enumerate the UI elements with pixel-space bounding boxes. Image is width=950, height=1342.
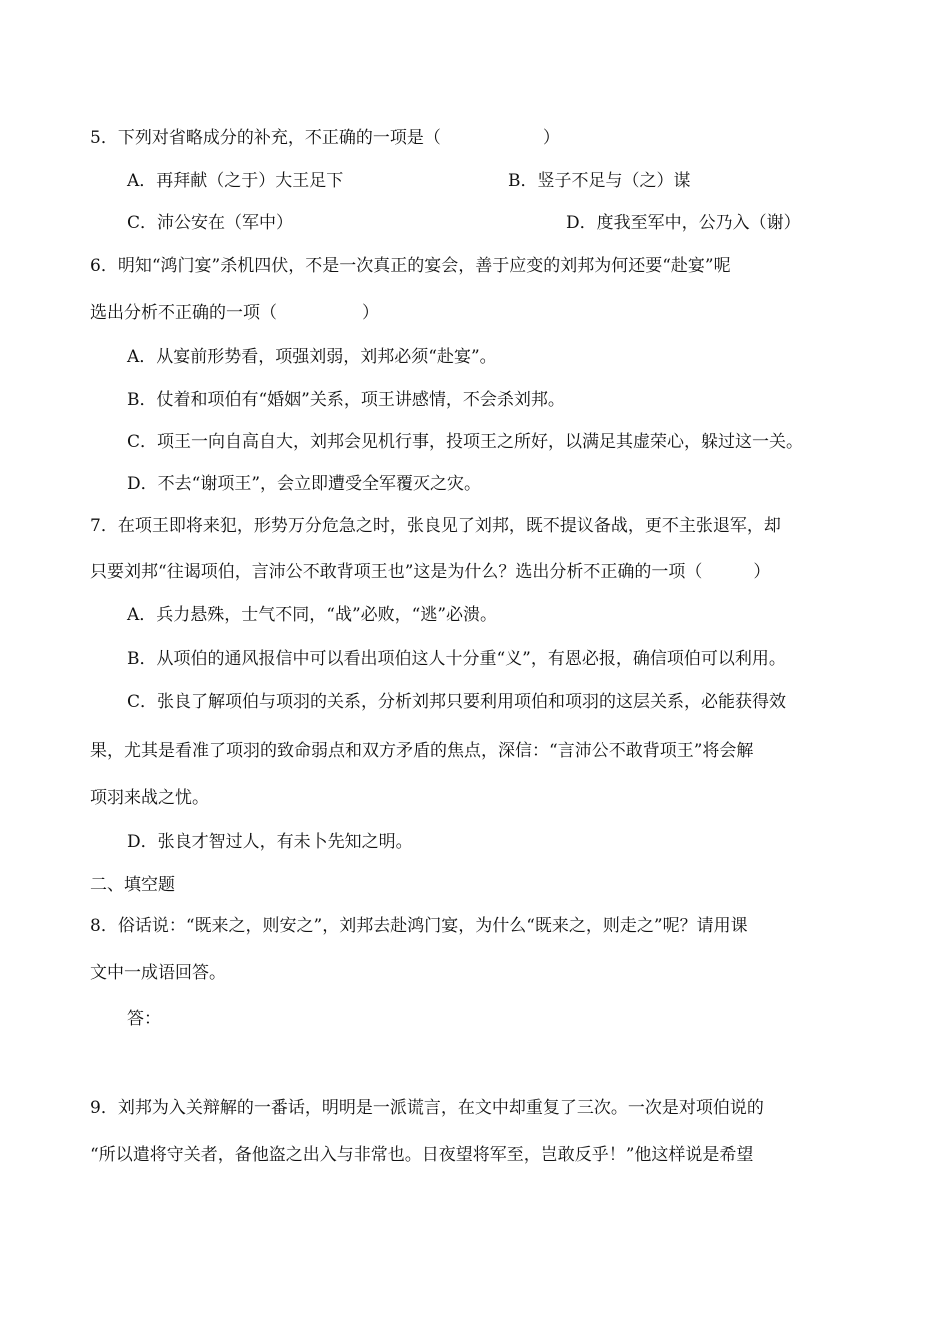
q6-stem-2: 选出分析不正确的一项（ ） bbox=[90, 303, 379, 323]
q7-option-c-3: 项羽来战之忧。 bbox=[90, 788, 209, 808]
q5-option-a: A．再拜献（之于）大王足下 bbox=[127, 171, 344, 191]
q5-option-d: D．度我至军中，公乃入（谢） bbox=[566, 213, 801, 233]
q6-option-c: C．项王一向自高自大，刘邦会见机行事，投项王之所好，以满足其虚荣心，躲过这一关。 bbox=[127, 432, 804, 452]
q6-option-d: D．不去“谢项王”，会立即遭受全军覆灭之灾。 bbox=[127, 474, 482, 494]
q7-stem-1: 7．在项王即将来犯，形势万分危急之时，张良见了刘邦，既不提议备战，更不主张退军，却 bbox=[90, 516, 781, 536]
q6-stem-1: 6．明知“鸿门宴”杀机四伏，不是一次真正的宴会，善于应变的刘邦为何还要“赴宴”呢 bbox=[90, 256, 731, 276]
q7-option-c-2: 果，尤其是看准了项羽的致命弱点和双方矛盾的焦点，深信：“言沛公不敢背项王”将会解 bbox=[90, 741, 754, 761]
q8-stem-2: 文中一成语回答。 bbox=[90, 963, 226, 983]
q6-option-a: A．从宴前形势看，项强刘弱，刘邦必须“赴宴”。 bbox=[127, 347, 497, 367]
q5-option-b: B．竖子不足与（之）谋 bbox=[508, 171, 691, 191]
q8-answer-label: 答： bbox=[127, 1009, 161, 1029]
q9-stem-2: “所以遣将守关者，备他盗之出入与非常也。日夜望将军至，岂敢反乎！”他这样说是希望 bbox=[90, 1145, 754, 1165]
section-heading: 二、填空题 bbox=[90, 875, 175, 895]
q8-stem-1: 8．俗话说：“既来之，则安之”，刘邦去赴鸿门宴，为什么“既来之，则走之”呢？请用课 bbox=[90, 916, 748, 936]
q7-option-b: B．从项伯的通风报信中可以看出项伯这人十分重“义”，有恩必报，确信项伯可以利用。 bbox=[127, 649, 786, 669]
q7-option-d: D．张良才智过人，有未卜先知之明。 bbox=[127, 832, 413, 852]
q9-stem-1: 9．刘邦为入关辩解的一番话，明明是一派谎言，在文中却重复了三次。一次是对项伯说的 bbox=[90, 1098, 764, 1118]
q7-option-a: A．兵力悬殊，士气不同，“战”必败，“逃”必溃。 bbox=[127, 605, 498, 625]
q7-stem-2: 只要刘邦“往谒项伯，言沛公不敢背项王也”这是为什么？选出分析不正确的一项（ ） bbox=[90, 562, 771, 582]
q6-option-b: B．仗着和项伯有“婚姻”关系，项王讲感情，不会杀刘邦。 bbox=[127, 390, 565, 410]
q5-option-c: C．沛公安在（军中） bbox=[127, 213, 294, 233]
q7-option-c-1: C．张良了解项伯与项羽的关系，分析刘邦只要利用项伯和项羽的这层关系，必能获得效 bbox=[127, 692, 787, 712]
q5-stem: 5．下列对省略成分的补充，不正确的一项是（ ） bbox=[90, 128, 560, 148]
